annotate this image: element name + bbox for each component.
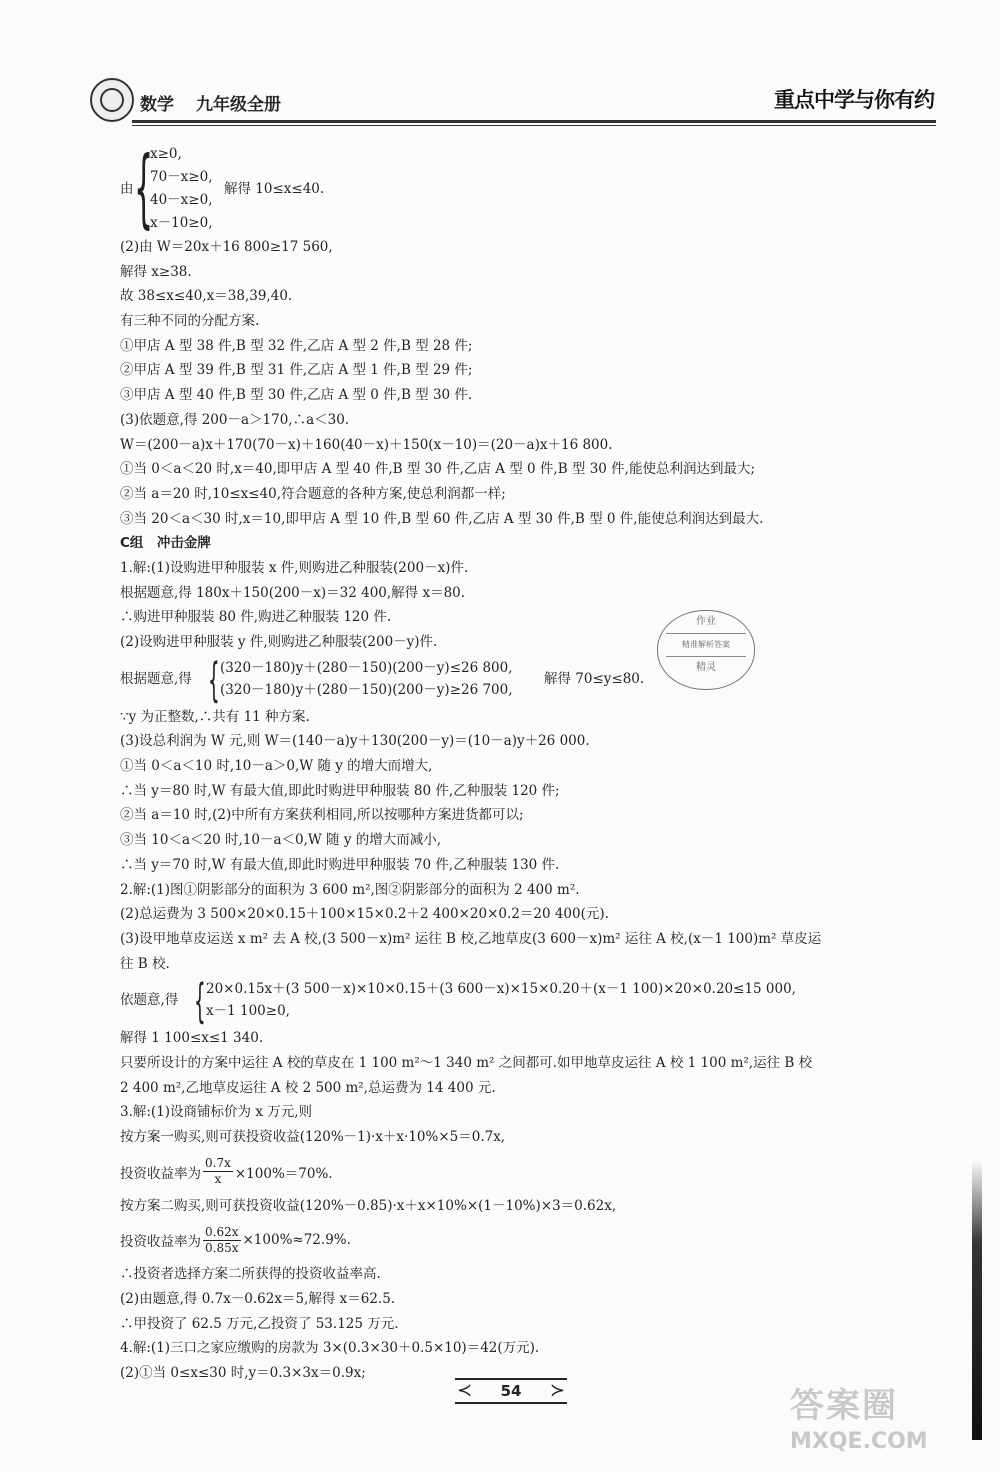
text-line: 有三种不同的分配方案. [120, 313, 260, 330]
text-line: ②当 a＝20 时,10≤x≤40,符合题意的各种方案,使总利润都一样; [120, 485, 506, 502]
system-lead: 依题意,得 [120, 992, 179, 1009]
answer-content [120, 138, 940, 1386]
system-row: 20×0.15x＋(3 500－x)×10×0.15＋(3 600－x)×15×0.20＋(x－1 100)×20×0.20≤15 000, [206, 981, 796, 998]
text-line: ①甲店 A 型 38 件,B 型 32 件,乙店 A 型 2 件,B 型 28 件; [120, 337, 473, 354]
left-brace-icon: { [194, 974, 206, 1029]
fraction-denominator: x [214, 1172, 222, 1187]
system-lead: 根据题意,得 [120, 670, 192, 687]
school-logo-icon [90, 78, 134, 122]
text-line: ①当 0＜a＜10 时,10－a＞0,W 随 y 的增大而增大, [120, 758, 433, 775]
text-line: ∵y 为正整数,∴共有 11 种方案. [120, 708, 310, 725]
stamp-middle-text: 精准解析答案 [666, 633, 746, 657]
system-row: (320－180)y＋(280－150)(200－y)≥26 700, [220, 681, 513, 698]
section-heading: C组 冲击金牌 [120, 535, 211, 552]
fraction-lead: 投资收益率为 [120, 1165, 201, 1182]
system-row: 40－x≥0, [150, 192, 213, 208]
text-line: ③甲店 A 型 40 件,B 型 30 件,乙店 A 型 0 件,B 型 30 件. [120, 387, 473, 404]
fraction-tail: ×100%≈72.9%. [242, 1232, 351, 1249]
text-line: (2)①当 0≤x≤30 时,y＝0.3×3x＝0.9x; [120, 1365, 366, 1382]
text-line: 故 38≤x≤40,x＝38,39,40. [120, 288, 293, 305]
stamp-top-text: 作业 [696, 616, 716, 627]
fraction-tail: ×100%＝70%. [234, 1165, 333, 1182]
text-line: ∴当 y＝70 时,W 有最大值,即此时购进甲种服装 70 件,乙种服装 130 件. [120, 856, 560, 873]
watermark-brand: 答案圈 [790, 1386, 898, 1426]
system-row: x－10≥0, [150, 215, 213, 231]
fraction-denominator: 0.85x [205, 1240, 239, 1255]
left-brace-icon: { [134, 138, 154, 238]
inequality-system-3 [120, 974, 940, 1029]
page-number-value: 54 [500, 1382, 522, 1400]
watermark [790, 1378, 928, 1454]
inequality-system-2 [120, 652, 940, 707]
text-line: (2)总运费为 3 500×20×0.15＋100×15×0.2＋2 400×20×0.2＝20 400(元). [120, 906, 609, 923]
text-line: 只要所设计的方案中运往 A 校的草皮在 1 100 m²～1 340 m² 之间都可.如甲地草皮运往 A 校 1 100 m²,运往 B 校 [120, 1054, 813, 1071]
text-line: 按方案一购买,则可获投资收益(120%－1)·x＋x·10%×5＝0.7x, [120, 1129, 506, 1145]
header-grade: 九年级全册 [196, 95, 281, 115]
text-line: 2.解:(1)图①阴影部分的面积为 3 600 m²,图②阴影部分的面积为 2 400 m². [120, 881, 580, 898]
text-line: 2 400 m²,乙地草皮运往 A 校 2 500 m²,总运费为 14 400 元. [120, 1079, 496, 1096]
header-subject: 数学 [140, 95, 174, 115]
fraction-line [120, 1218, 940, 1262]
left-brace-icon: { [208, 652, 220, 707]
page-number [455, 1378, 567, 1404]
text-line: W＝(200－a)x＋170(70－x)＋160(40－x)＋150(x－10)＝(20－a)x＋16 800. [120, 436, 613, 453]
system-row: 70－x≥0, [150, 169, 213, 185]
header-rule [132, 120, 936, 123]
text-line: 1.解:(1)设购进甲种服装 x 件,则购进乙种服装(200－x)件. [120, 559, 469, 576]
fraction-numerator: 0.7x [205, 1156, 231, 1171]
homework-stamp [657, 610, 755, 690]
text-line: ①当 0＜a＜20 时,x＝40,即甲店 A 型 40 件,B 型 30 件,乙店 A 型 0 件,B 型 30 件,能使总利润达到最大; [120, 461, 756, 478]
watermark-url: MXQE.COM [790, 1429, 928, 1454]
text-line: ③当 20＜a＜30 时,x＝10,即甲店 A 型 10 件,B 型 60 件,乙店 A 型 30 件,B 型 0 件,能使总利润达到最大. [120, 510, 764, 527]
stamp-bottom-text: 精灵 [696, 662, 716, 673]
system-row: x≥0, [150, 146, 182, 162]
text-line: 4.解:(1)三口之家应缴购的房款为 3×(0.3×30＋0.5×10)＝42(万元). [120, 1340, 540, 1357]
header-series-title: 重点中学与你有约 [774, 88, 934, 112]
system-solution: 解得 10≤x≤40. [224, 181, 325, 197]
text-line: (3)设甲地草皮运送 x m² 去 A 校,(3 500－x)m² 运往 B 校,乙地草皮(3 600－x)m² 运往 A 校,(x－1 100)m² 草皮运 [120, 930, 822, 947]
fraction-numerator: 0.62x [205, 1224, 239, 1239]
ornament-right-icon: ≻ [549, 1380, 565, 1401]
fraction-line [120, 1150, 940, 1194]
system-row: x－1 100≥0, [206, 1003, 290, 1020]
text-line: 按方案二购买,则可获投资收益(120%－0.85)·x＋x×10%×(1－10%)×3＝0.62x, [120, 1197, 617, 1214]
text-line: 3.解:(1)设商铺标价为 x 万元,则 [120, 1104, 313, 1121]
text-line: (2)由 W＝20x＋16 800≥17 560, [120, 239, 333, 255]
text-line: ②甲店 A 型 39 件,B 型 31 件,乙店 A 型 1 件,B 型 29 件; [120, 362, 473, 379]
fraction [203, 1156, 233, 1187]
fraction [203, 1225, 241, 1256]
text-line: ∴购进甲种服装 80 件,购进乙种服装 120 件. [120, 609, 392, 626]
system-solution: 解得 70≤y≤80. [544, 670, 645, 687]
text-line: ③当 10＜a＜20 时,10－a＜0,W 随 y 的增大而减小, [120, 832, 442, 849]
text-line: ∴甲投资了 62.5 万元,乙投资了 53.125 万元. [120, 1315, 399, 1332]
text-line: 往 B 校. [120, 955, 170, 972]
header-rule-thin [132, 125, 936, 126]
system-lead: 由 [120, 181, 134, 197]
text-line: 根据题意,得 180x＋150(200－x)＝32 400,解得 x＝80. [120, 584, 466, 601]
inequality-system-1 [120, 138, 940, 238]
text-line: (3)依题意,得 200－a＞170,∴a＜30. [120, 411, 350, 428]
text-line: ∴投资者选择方案二所获得的投资收益率高. [120, 1266, 381, 1283]
text-line: 解得 1 100≤x≤1 340. [120, 1030, 264, 1047]
ornament-left-icon: ≺ [457, 1380, 473, 1401]
page-header [88, 76, 936, 134]
text-line: (2)由题意,得 0.7x－0.62x＝5,解得 x＝62.5. [120, 1291, 396, 1308]
scan-shadow [972, 1160, 982, 1440]
page-number-rule-bottom [455, 1402, 567, 1404]
text-line: 解得 x≥38. [120, 263, 192, 280]
text-line: (3)设总利润为 W 元,则 W＝(140－a)y＋130(200－y)＝(10－a)y＋26 000. [120, 733, 590, 750]
text-line: (2)设购进甲种服装 y 件,则购进乙种服装(200－y)件. [120, 634, 438, 650]
text-line: ∴当 y＝80 时,W 有最大值,即此时购进甲种服装 80 件,乙种服装 120 件; [120, 782, 560, 799]
fraction-lead: 投资收益率为 [120, 1234, 201, 1251]
system-row: (320－180)y＋(280－150)(200－y)≤26 800, [220, 659, 513, 676]
text-line: ②当 a＝10 时,(2)中所有方案获利相同,所以按哪种方案进货都可以; [120, 807, 524, 824]
